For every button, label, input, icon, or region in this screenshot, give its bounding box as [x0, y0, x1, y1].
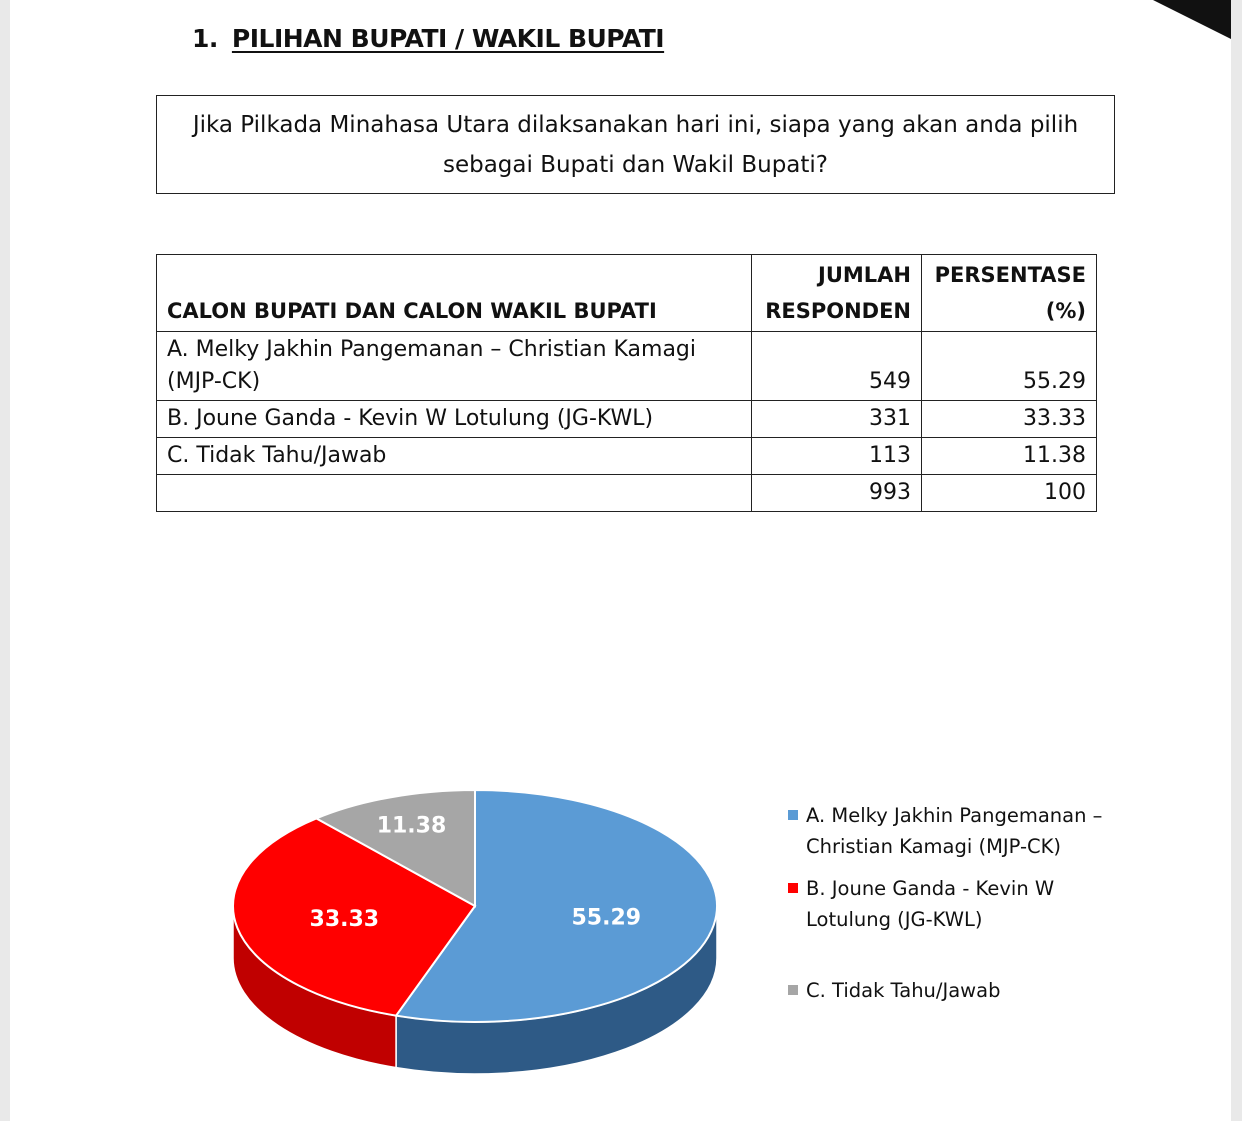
table-row: [157, 401, 1097, 438]
page-corner-decoration: [1153, 0, 1231, 40]
row-count: 331: [752, 401, 922, 438]
question-text: Jika Pilkada Minahasa Utara dilaksanakan hari ini, siapa yang akan anda pilih sebagai Bupati dan Wakil Bupati?: [192, 111, 1079, 178]
header-candidate: CALON BUPATI DAN CALON WAKIL BUPATI: [157, 255, 752, 332]
header-pct-line1: PERSENTASE: [934, 263, 1086, 287]
pie-data-label: 33.33: [309, 907, 380, 933]
header-count: [752, 255, 922, 332]
table-row: [157, 332, 1097, 401]
row-percent: 55.29: [922, 332, 1097, 401]
header-pct-line2: (%): [1045, 299, 1086, 323]
total-name: [157, 475, 752, 512]
row-name: B. Joune Ganda - Kevin W Lotulung (JG-KWL): [157, 401, 752, 438]
row-name: A. Melky Jakhin Pangemanan – Christian Kamagi (MJP-CK): [157, 332, 752, 401]
legend-swatch: [788, 883, 798, 893]
table-header-row: [157, 255, 1097, 332]
legend-item: [788, 800, 1108, 862]
header-percent: [922, 255, 1097, 332]
pie-data-label: 11.38: [376, 813, 447, 839]
row-count: 113: [752, 438, 922, 475]
section-heading: [192, 24, 664, 53]
legend-item: [788, 873, 1108, 935]
section-number: 1.: [192, 24, 218, 53]
pie-data-label: 55.29: [571, 905, 642, 931]
legend-label: B. Joune Ganda - Kevin W Lotulung (JG-KWL): [806, 877, 1055, 931]
legend-label: A. Melky Jakhin Pangemanan – Christian Kamagi (MJP-CK): [806, 804, 1103, 858]
table-row: [157, 438, 1097, 475]
row-percent: 33.33: [922, 401, 1097, 438]
total-count: 993: [752, 475, 922, 512]
header-count-line2: RESPONDEN: [765, 299, 911, 323]
legend-swatch: [788, 985, 798, 995]
row-name: C. Tidak Tahu/Jawab: [157, 438, 752, 475]
total-percent: 100: [922, 475, 1097, 512]
section-title: PILIHAN BUPATI / WAKIL BUPATI: [231, 24, 665, 53]
chart-legend: [788, 800, 1108, 1017]
legend-item: [788, 975, 1108, 1006]
legend-label: C. Tidak Tahu/Jawab: [806, 979, 1001, 1002]
legend-swatch: [788, 810, 798, 820]
row-count: 549: [752, 332, 922, 401]
document-page: [10, 0, 1231, 1121]
results-table: [156, 254, 1097, 512]
table-total-row: [157, 475, 1097, 512]
question-box: [156, 95, 1115, 194]
pie-chart: [210, 770, 730, 1090]
header-count-line1: JUMLAH: [818, 263, 911, 287]
row-percent: 11.38: [922, 438, 1097, 475]
